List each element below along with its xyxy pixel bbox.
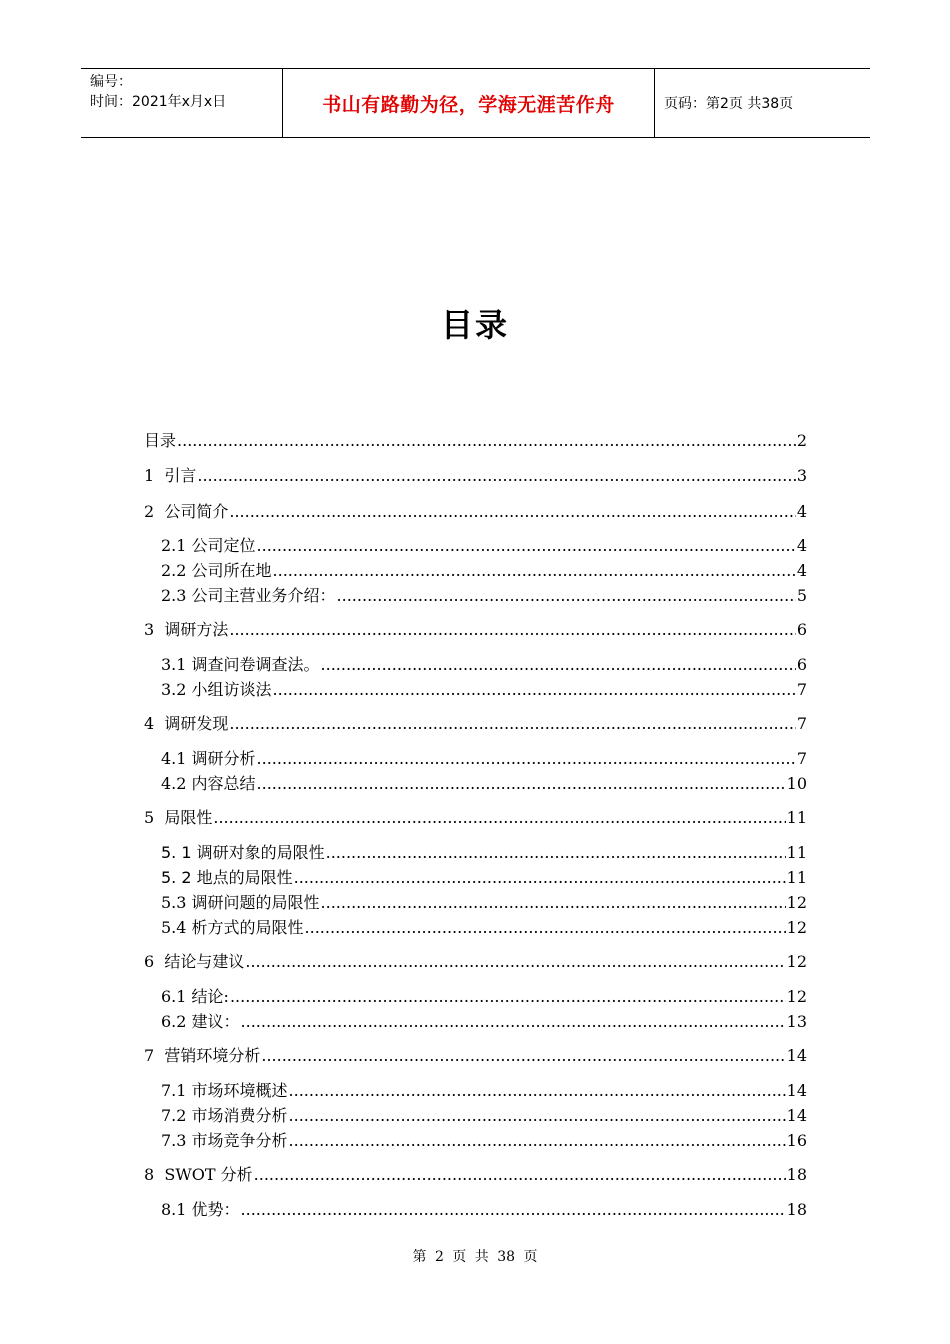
toc-label: 6.2 建议： — [161, 1012, 240, 1031]
header-meta — [81, 69, 282, 137]
toc-entry[interactable] — [161, 1078, 807, 1102]
toc-label: 目录 — [144, 431, 177, 450]
toc-entry[interactable] — [161, 677, 807, 701]
toc-page-number: 13 — [786, 1012, 807, 1031]
toc-entry[interactable] — [144, 617, 807, 641]
toc-entry[interactable] — [144, 1162, 807, 1186]
toc-label: 2 公司简介 — [144, 502, 229, 521]
toc-leader — [229, 501, 795, 523]
toc-label: 6.1 结论: — [161, 987, 229, 1006]
page-footer: 第 2 页 共 38 页 — [412, 1249, 538, 1265]
toc-page-number: 14 — [786, 1081, 807, 1100]
toc-leader — [229, 619, 795, 641]
toc-entry[interactable] — [161, 652, 807, 676]
toc-leader — [229, 713, 795, 735]
toc-leader — [230, 986, 786, 1008]
toc-leader — [177, 430, 796, 452]
toc-label: 8.1 优势： — [161, 1200, 240, 1219]
toc-label: 7.3 市场竞争分析 — [161, 1131, 288, 1150]
toc-leader — [197, 465, 795, 487]
toc-page-number: 18 — [786, 1200, 807, 1219]
toc-page-number: 11 — [786, 808, 807, 827]
toc-page-number: 11 — [786, 843, 807, 862]
toc-label: 6 结论与建议 — [144, 952, 245, 971]
toc-leader — [245, 951, 785, 973]
toc-label: 5 局限性 — [144, 808, 213, 827]
toc-leader — [254, 1164, 786, 1186]
toc-page-number: 6 — [796, 620, 807, 639]
toc-page-number: 7 — [796, 714, 807, 733]
page-header — [81, 68, 870, 138]
toc-label: 7 营销环境分析 — [144, 1046, 261, 1065]
toc-label: 2.2 公司所在地 — [161, 561, 272, 580]
toc-entry[interactable] — [161, 558, 807, 582]
toc-leader — [337, 585, 796, 607]
toc-page-number: 4 — [796, 502, 807, 521]
toc-entry[interactable] — [161, 890, 807, 914]
toc-entry[interactable] — [161, 533, 807, 557]
toc-leader — [273, 679, 796, 701]
toc-label: 5. 2 地点的局限性 — [161, 868, 293, 887]
toc-leader — [257, 773, 786, 795]
toc-page-number: 12 — [786, 987, 807, 1006]
toc-leader — [305, 917, 786, 939]
toc-entry[interactable] — [161, 1197, 807, 1221]
toc-label: 3 调研方法 — [144, 620, 229, 639]
toc-label: 2.1 公司定位 — [161, 536, 256, 555]
toc-label: 3.2 小组访谈法 — [161, 680, 272, 699]
toc-label: 5.4 析方式的局限性 — [161, 918, 304, 937]
header-number-label: 编号： — [90, 74, 132, 90]
toc-label: 4 调研发现 — [144, 714, 229, 733]
toc-label: 5. 1 调研对象的局限性 — [161, 843, 325, 862]
toc-page-number: 5 — [796, 586, 807, 605]
toc-leader — [294, 867, 786, 889]
toc-page-number: 3 — [796, 466, 807, 485]
toc-entry[interactable] — [144, 463, 807, 487]
toc-entry[interactable] — [144, 711, 807, 735]
toc-page-number: 7 — [796, 680, 807, 699]
toc-label: 3.1 调查问卷调查法。 — [161, 655, 320, 674]
toc-entry[interactable] — [161, 1128, 807, 1152]
toc-entry[interactable] — [161, 583, 807, 607]
toc-page-number: 18 — [786, 1165, 807, 1184]
toc-entry[interactable] — [144, 428, 807, 452]
toc-label: 4.2 内容总结 — [161, 774, 256, 793]
header-page-info: 页码：第2页 共38页 — [664, 96, 794, 112]
toc-entry[interactable] — [161, 865, 807, 889]
toc-page-number: 4 — [796, 536, 807, 555]
toc-label: 1 引言 — [144, 466, 197, 485]
toc-label: 7.1 市场环境概述 — [161, 1081, 288, 1100]
toc-page-number: 16 — [786, 1131, 807, 1150]
toc-leader — [321, 654, 796, 676]
toc-leader — [289, 1080, 786, 1102]
toc-entry[interactable] — [161, 771, 807, 795]
toc-leader — [257, 535, 796, 557]
toc-page-number: 12 — [786, 893, 807, 912]
toc-page-number: 2 — [796, 431, 807, 450]
toc-page-number: 4 — [796, 561, 807, 580]
toc-leader — [273, 560, 796, 582]
toc-page-number: 14 — [786, 1046, 807, 1065]
toc-entry[interactable] — [144, 949, 807, 973]
toc-entry[interactable] — [161, 915, 807, 939]
toc-page-number: 12 — [786, 918, 807, 937]
toc-leader — [213, 807, 785, 829]
toc-entry[interactable] — [161, 746, 807, 770]
toc-entry[interactable] — [161, 984, 807, 1008]
toc-page-number: 12 — [786, 952, 807, 971]
toc-label: 7.2 市场消费分析 — [161, 1106, 288, 1125]
toc-entry[interactable] — [144, 805, 807, 829]
header-date-label: 时间：2021年x月x日 — [90, 94, 227, 110]
toc-page-number: 14 — [786, 1106, 807, 1125]
toc-label: 8 SWOT 分析 — [144, 1165, 253, 1184]
toc-leader — [289, 1130, 786, 1152]
toc-leader — [241, 1199, 786, 1221]
header-motto: 书山有路勤为径，学海无涯苦作舟 — [282, 69, 655, 137]
toc-entry[interactable] — [161, 1009, 807, 1033]
toc-label: 2.3 公司主营业务介绍： — [161, 586, 336, 605]
document-title: 目录 — [440, 306, 509, 344]
toc-label: 4.1 调研分析 — [161, 749, 256, 768]
toc-page-number: 11 — [786, 868, 807, 887]
toc-leader — [321, 892, 786, 914]
toc-label: 5.3 调研问题的局限性 — [161, 893, 320, 912]
toc-page-number: 6 — [796, 655, 807, 674]
toc-page-number: 10 — [786, 774, 807, 793]
toc-entry[interactable] — [161, 1103, 807, 1127]
toc-leader — [257, 748, 796, 770]
toc-page-number: 7 — [796, 749, 807, 768]
toc-leader — [241, 1011, 786, 1033]
toc-entry[interactable] — [144, 499, 807, 523]
toc-leader — [326, 842, 786, 864]
toc-leader — [261, 1045, 785, 1067]
toc-leader — [289, 1105, 786, 1127]
toc-entry[interactable] — [144, 1043, 807, 1067]
toc-entry[interactable] — [161, 840, 807, 864]
